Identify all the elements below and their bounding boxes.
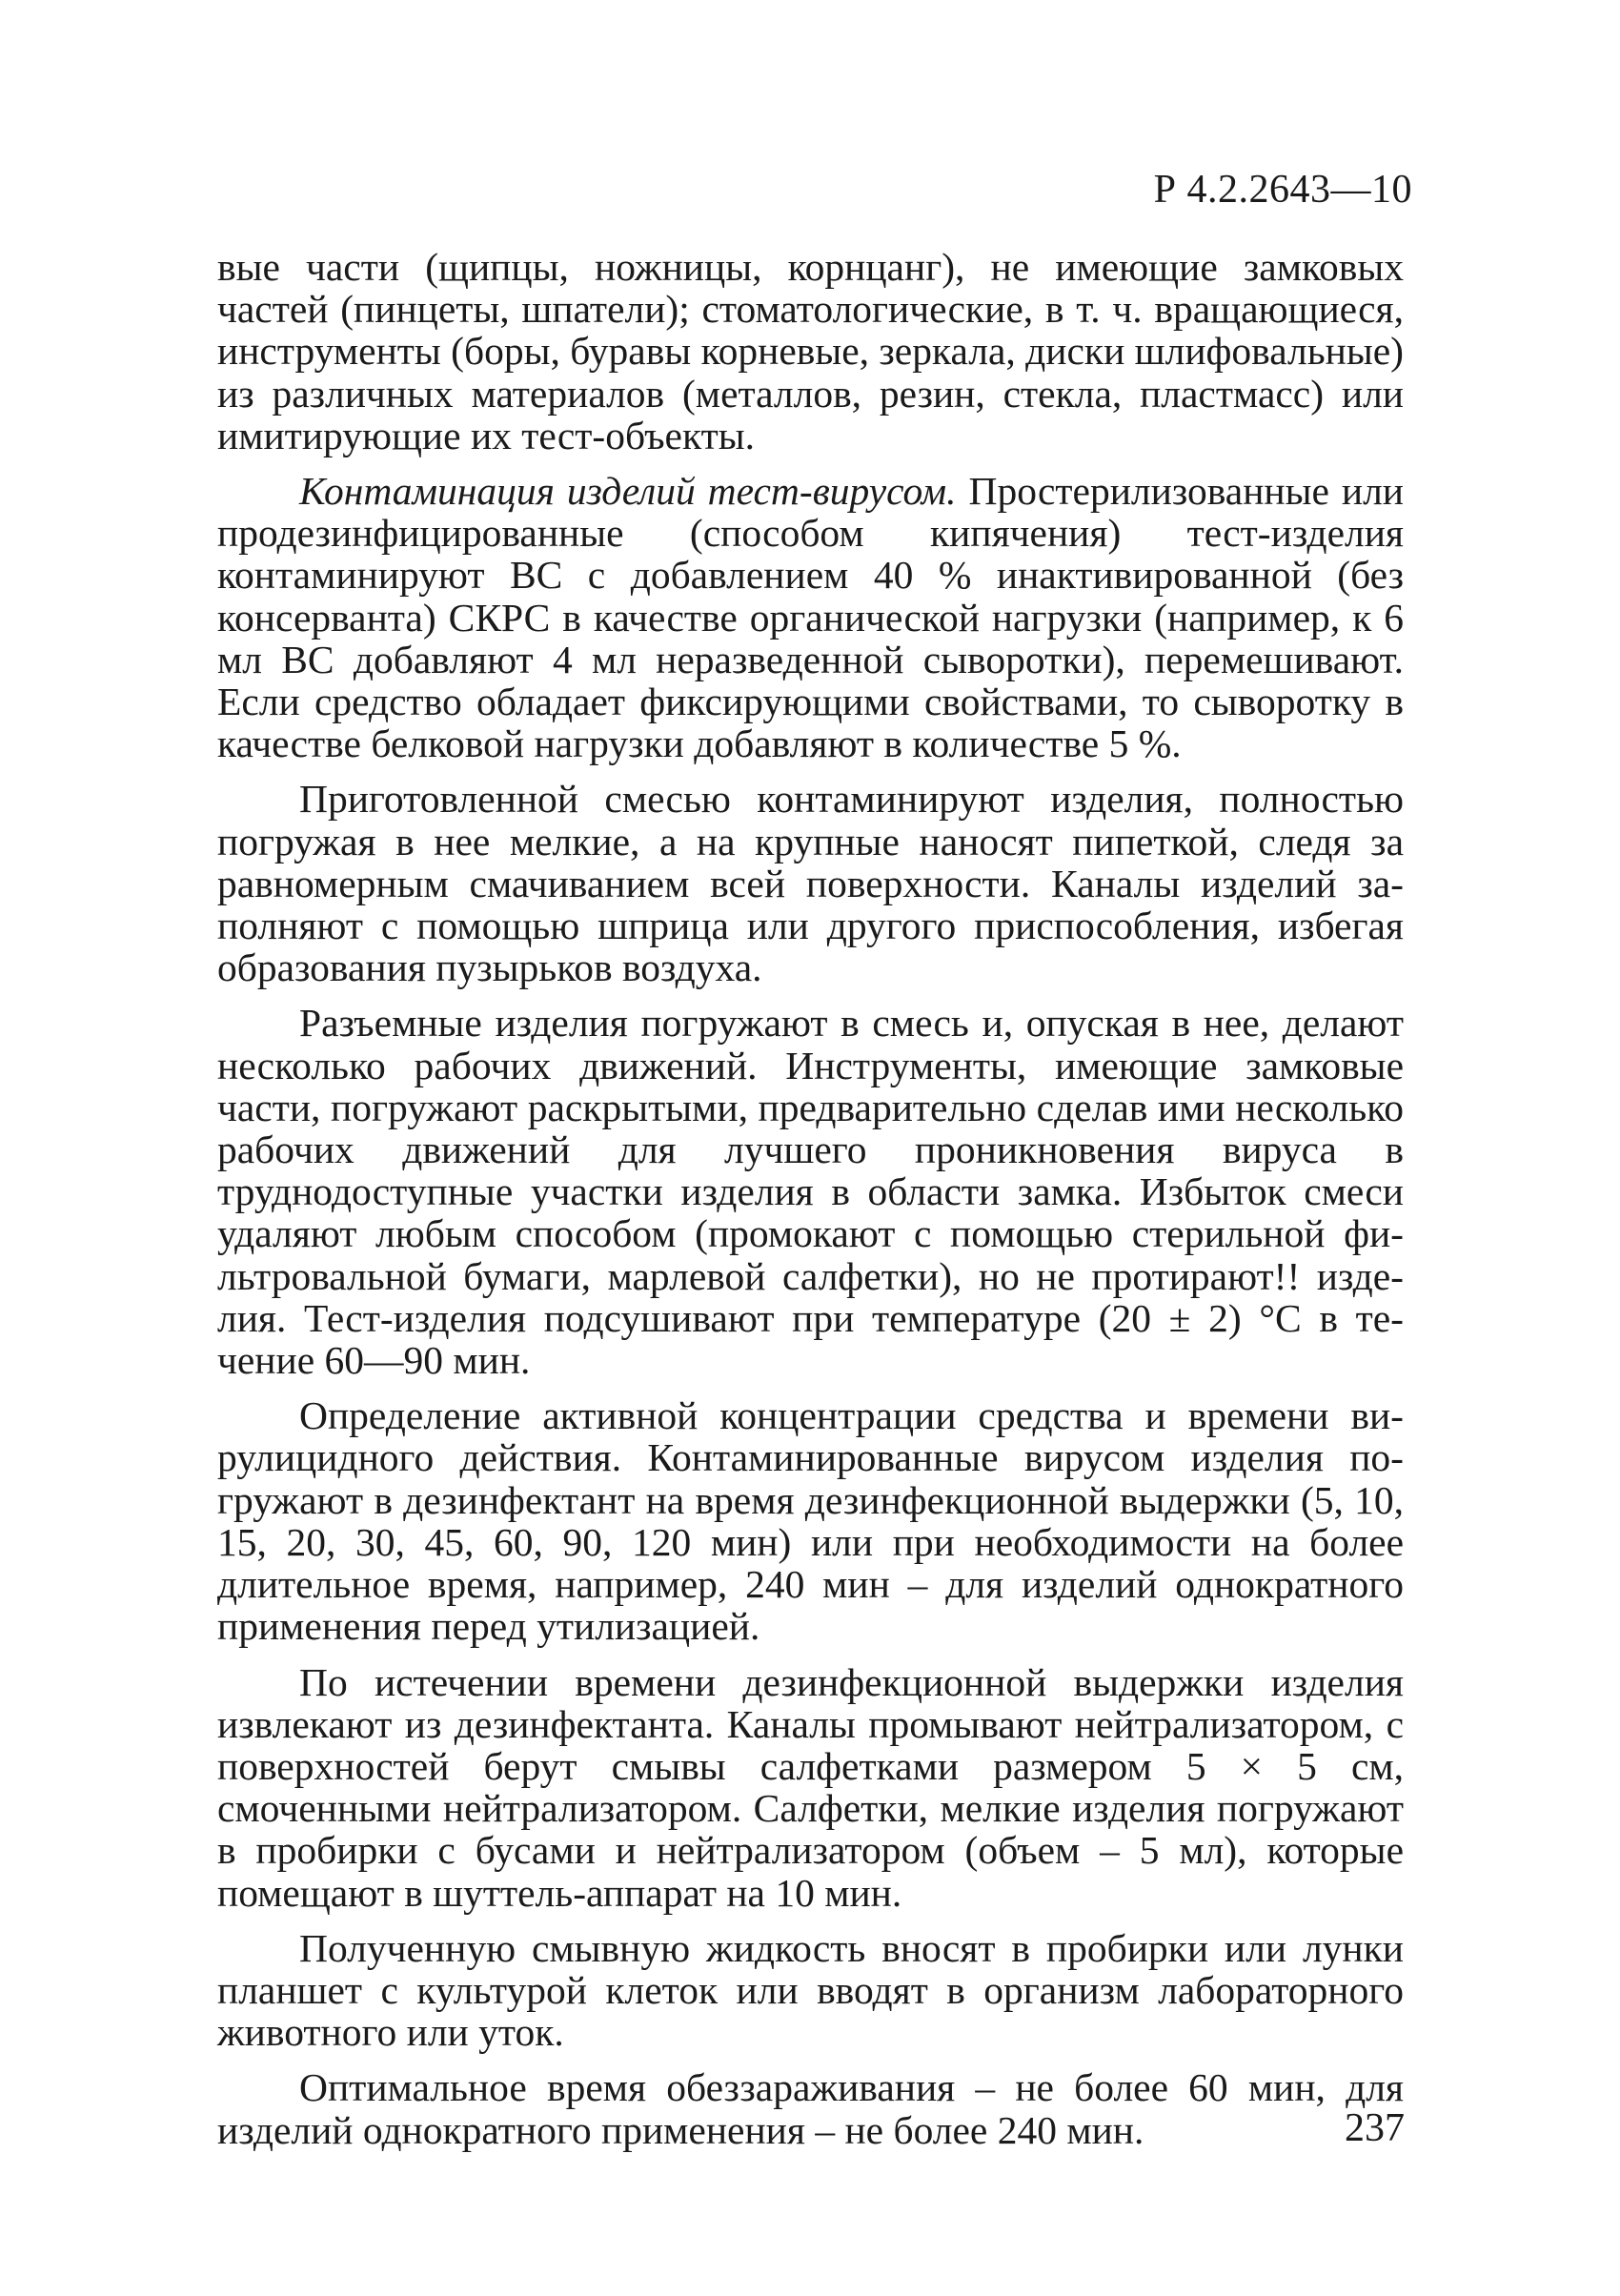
paragraph-text: Определение активной концентрации средства и времени вирулицидного действия. Контаминированные вирусом изделия погружают в дезинфектант на время дезинфекционной выдержки (5, 10, 15, 20, 30, 45, 60, 90, 120 мин) или при необходимости на более длительное время, например, 240 мин – для изделий однократного применения перед утилизацией.	[217, 1393, 1404, 1649]
body-text	[217, 246, 1404, 2151]
paragraph-7	[217, 1927, 1404, 2054]
paragraph-text: вые части (щипцы, ножницы, корнцанг), не имеющие замковых частей (пинцеты, шпатели); стоматологические, в т. ч. вращающиеся, инструменты (боры, буравы корневые, зеркала, диски шлифовальные) из различных материалов (металлов, резин, стекла, пластмасс) или имитирующие их тест-объекты.	[217, 245, 1404, 457]
paragraph-text: Разъемные изделия погружают в смесь и, опуская в нее, делают несколько рабочих движений. Инструменты, имеющие замковые части, погружают раскрытыми, предварительно сделав ими несколько рабочих движений для лучшего проникновения вируса в труднодоступные участки изделия в области замка. Избыток смеси удаляют любым способом (промокают с помощью стерильной фильтровальной бумаги, марлевой салфетки), но не протирают!! изделия. Тест-изделия подсушивают при температуре (20 ± 2) °С в течение 60—90 мин.	[217, 1001, 1404, 1383]
paragraph-8	[217, 2066, 1404, 2150]
paragraph-text: Приготовленной смесью контаминируют изделия, полностью погружая в нее мелкие, а на крупные наносят пипеткой, следя за равномерным смачиванием всей поверхности. Каналы изделий заполняют с помощью шприца или другого приспособления, избегая образования пузырьков воздуха.	[217, 777, 1404, 990]
paragraph-text: Простерилизованные или продезинфицированные (способом кипячения) тест-изделия контаминируют ВС с добавлением 40 % инактивированной (без консерванта) СКРС в качестве органической нагрузки (например, к 6 мл ВС добавляют 4 мл неразведенной сыворотки), перемешивают. Если средство обладает фиксирующими свойствами, то сыворотку в качестве белковой нагрузки добавляют в количестве 5 %.	[217, 469, 1404, 766]
paragraph-3	[217, 778, 1404, 988]
page-number: 237	[1345, 2106, 1405, 2150]
paragraph-text: Полученную смывную жидкость вносят в пробирки или лунки планшет с культурой клеток или вводят в организм лабораторного животного или уток.	[217, 1925, 1404, 2055]
document-code: Р 4.2.2643—10	[1153, 168, 1412, 212]
paragraph-1	[217, 246, 1404, 457]
paragraph-lead: Контаминация изделий тест-вирусом.	[299, 469, 957, 514]
paragraph-5	[217, 1394, 1404, 1647]
paragraph-6	[217, 1661, 1404, 1914]
paragraph-text: По истечении времени дезинфекционной выдержки изделия извлекают из дезинфектанта. Каналы промывают нейтрализатором, с поверхностей берут смывы салфетками размером 5 × 5 см, смоченными нейтрализатором. Салфетки, мелкие изделия погружают в пробирки с бусами и нейтрализатором (объем – 5 мл), которые помещают в шуттель-аппарат на 10 мин.	[217, 1659, 1404, 1915]
paragraph-text: Оптимальное время обеззараживания – не более 60 мин, для изделий однократного применения – не более 240 мин.	[217, 2065, 1404, 2152]
paragraph-4	[217, 1002, 1404, 1381]
paragraph-2	[217, 470, 1404, 764]
